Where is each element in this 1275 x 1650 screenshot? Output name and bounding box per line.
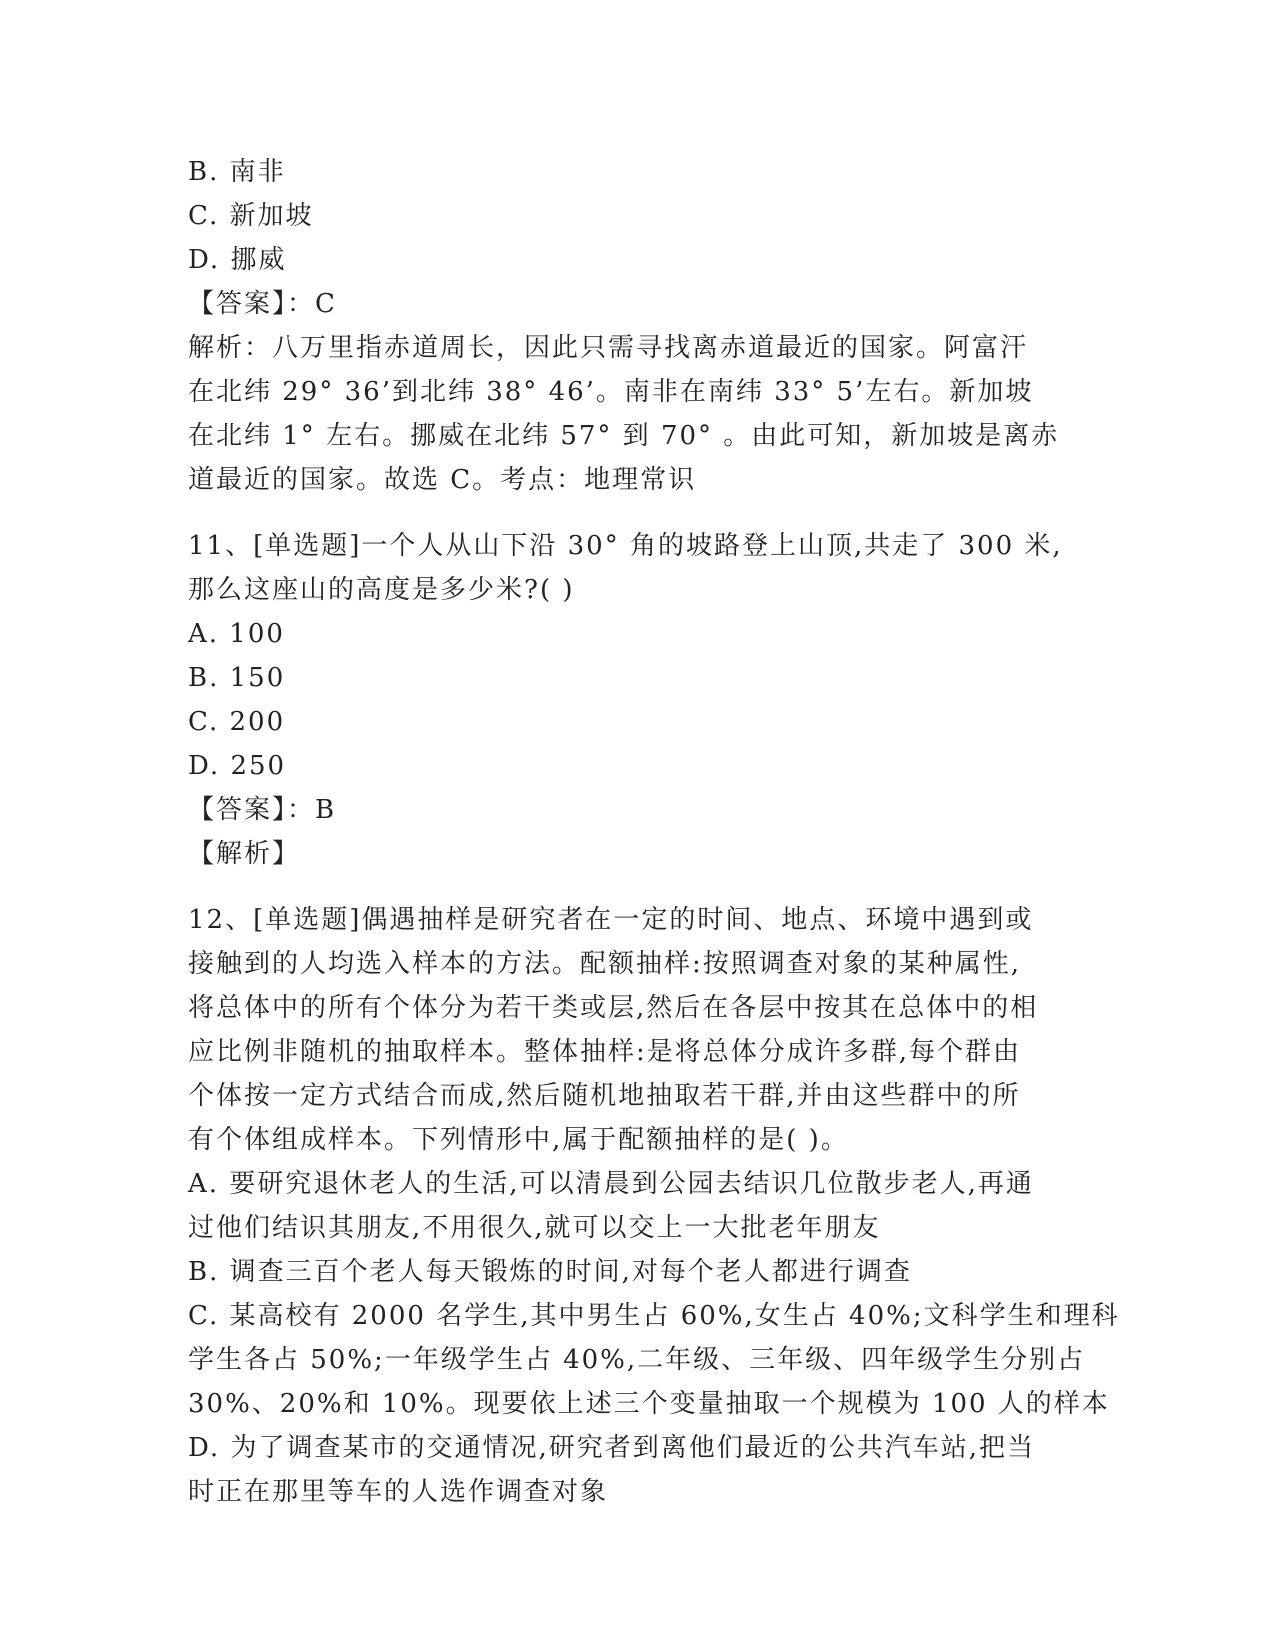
q10-option-b: B. 南非 (188, 157, 286, 187)
question-spacer (188, 502, 1088, 524)
q12-option-line: 学生各占 50%;一年级学生占 40%,二年级、三年级、四年级学生分别占 (188, 1345, 1086, 1375)
q10-option-d: D. 挪威 (188, 245, 287, 275)
q10-analysis-line: 解析：八万里指赤道周长，因此只需寻找离赤道最近的国家。阿富汗 (188, 333, 1029, 363)
q12-option-line: 30%、20%和 10%。现要依上述三个变量抽取一个规模为 100 人的样本 (188, 1389, 1110, 1419)
q11-option-c: C. 200 (188, 707, 286, 737)
q12-question-line: 12、[单选题]偶遇抽样是研究者在一定的时间、地点、环境中遇到或 (188, 905, 1034, 935)
q12-question-line: 接触到的人均选入样本的方法。配额抽样:按照调查对象的某种属性, (188, 949, 1022, 979)
q12-option-line: C. 某高校有 2000 名学生,其中男生占 60%,女生占 40%;文科学生和理科 (188, 1301, 1120, 1331)
q12-option-line: 时正在那里等车的人选作调查对象 (188, 1477, 609, 1507)
q11-answer: 【答案】：B (188, 795, 337, 825)
q12-question-line: 将总体中的所有个体分为若干类或层,然后在各层中按其在总体中的相 (188, 993, 1039, 1023)
q10-analysis-line: 在北纬 1° 左右。挪威在北纬 57° 到 70° 。由此可知，新加坡是离赤 (188, 421, 1060, 451)
q12-option-line: 过他们结识其朋友,不用很久,就可以交上一大批老年朋友 (188, 1213, 881, 1243)
question-spacer (188, 876, 1088, 898)
q11-analysis: 【解析】 (188, 839, 301, 869)
q11-question-line: 11、[单选题]一个人从山下沿 30° 角的坡路登上山顶,共走了 300 米, (188, 531, 1063, 561)
q11-option-b: B. 150 (188, 663, 286, 693)
q12-option-line: D. 为了调查某市的交通情况,研究者到离他们最近的公共汽车站,把当 (188, 1433, 1035, 1463)
q10-analysis-line: 在北纬 29° 36’到北纬 38° 46’。南非在南纬 33° 5’左右。新加坡 (188, 377, 1034, 407)
q10-answer: 【答案】：C (188, 289, 337, 319)
page-content (188, 150, 1120, 1514)
q10-analysis-line: 道最近的国家。故选 C。考点：地理常识 (188, 465, 697, 495)
q12-option-line: B. 调查三百个老人每天锻炼的时间,对每个老人都进行调查 (188, 1257, 912, 1287)
q11-option-d: D. 250 (188, 751, 287, 781)
q12-question-line: 有个体组成样本。下列情形中,属于配额抽样的是( )。 (188, 1125, 849, 1155)
q11-question-line: 那么这座山的高度是多少米?( ) (188, 575, 575, 605)
q10-option-c: C. 新加坡 (188, 201, 314, 231)
q12-question-line: 应比例非随机的抽取样本。整体抽样:是将总体分成许多群,每个群由 (188, 1037, 1022, 1067)
q12-option-line: A. 要研究退休老人的生活,可以清晨到公园去结识几位散步老人,再通 (188, 1169, 1034, 1199)
q12-question-line: 个体按一定方式结合而成,然后随机地抽取若干群,并由这些群中的所 (188, 1081, 1021, 1111)
q11-option-a: A. 100 (188, 619, 285, 649)
